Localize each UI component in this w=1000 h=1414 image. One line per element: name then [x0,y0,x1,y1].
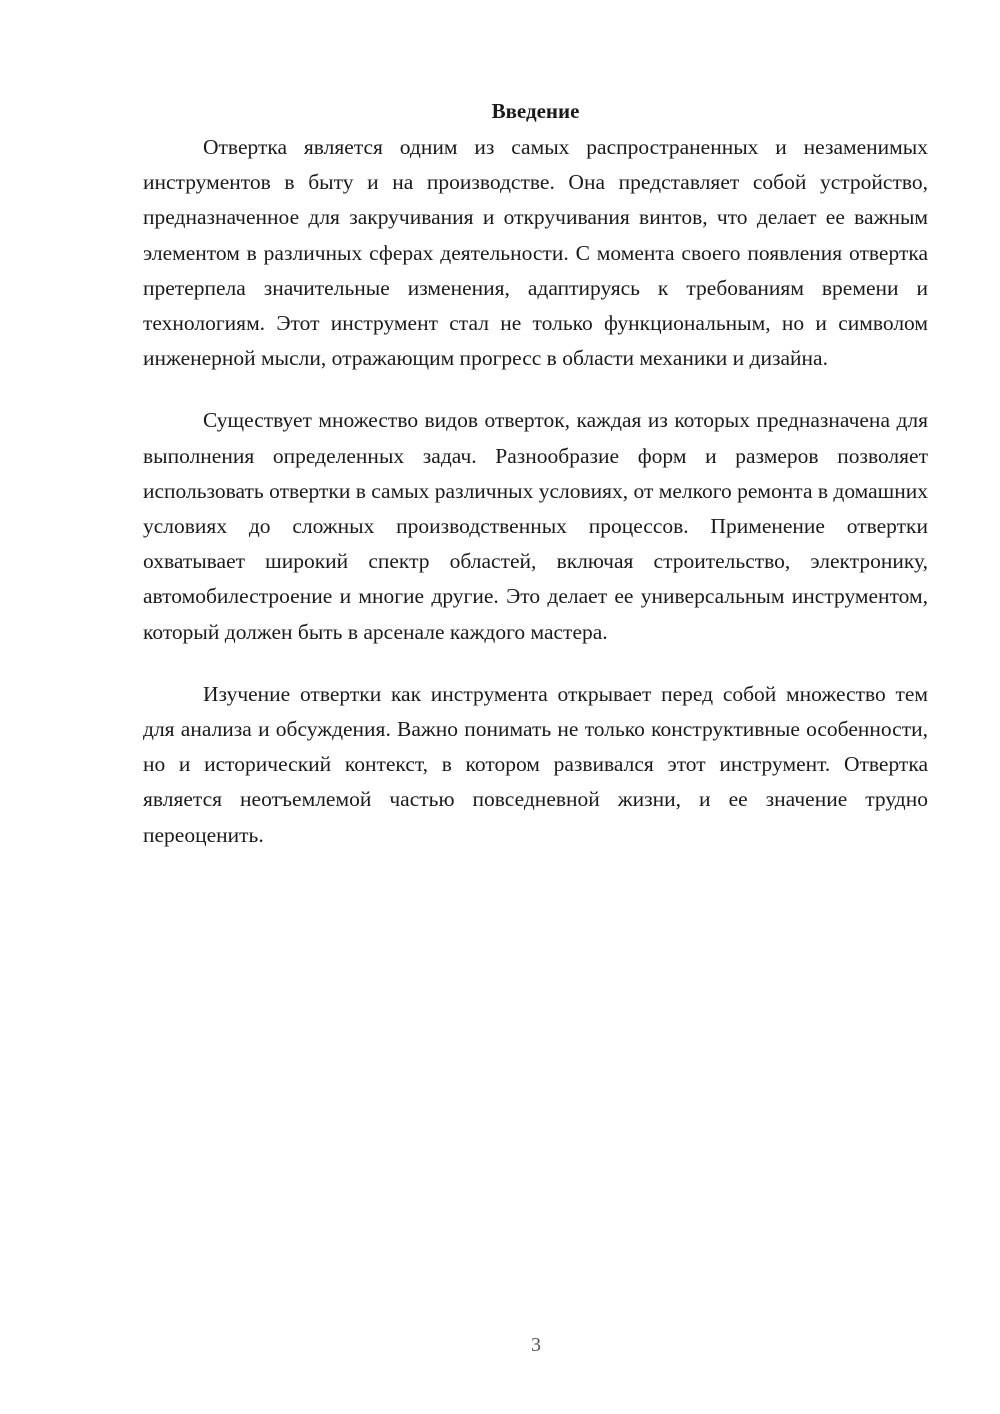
page-number: 3 [531,1334,541,1356]
paragraph-3: Изучение отвертки как инструмента открывает перед собой множество тем для анализа и обсуждения. Важно понимать не только конструктивные особенности, но и исторический контекст, в котором развивался этот инструмент. Отвертка является неотъемлемой частью повседневной жизни, и ее значение трудно переоценить. [143,681,928,847]
section-heading: Введение [491,99,580,123]
paragraph-1: Отвертка является одним из самых распространенных и незаменимых инструментов в быту и на производстве. Она представляет собой устройство, предназначенное для закручивания и откручивания винтов, что делает ее важным элементом в различных сферах деятельности. С момента своего появления отвертка претерпела значительные изменения, адаптируясь к требованиям времени и технологиям. Этот инструмент стал не только функциональным, но и символом инженерной мысли, отражающим прогресс в области механики и дизайна. [143,135,928,371]
paragraph-2: Существует множество видов отверток, каждая из которых предназначена для выполнения определенных задач. Разнообразие форм и размеров позволяет использовать отвертки в самых различных условиях, от мелкого ремонта в домашних условиях до сложных производственных процессов. Применение отвертки охватывает широкий спектр областей, включая строительство, электронику, автомобилестроение и многие другие. Это делает ее универсальным инструментом, который должен быть в арсенале каждого мастера. [143,408,928,644]
page-content [143,96,928,880]
